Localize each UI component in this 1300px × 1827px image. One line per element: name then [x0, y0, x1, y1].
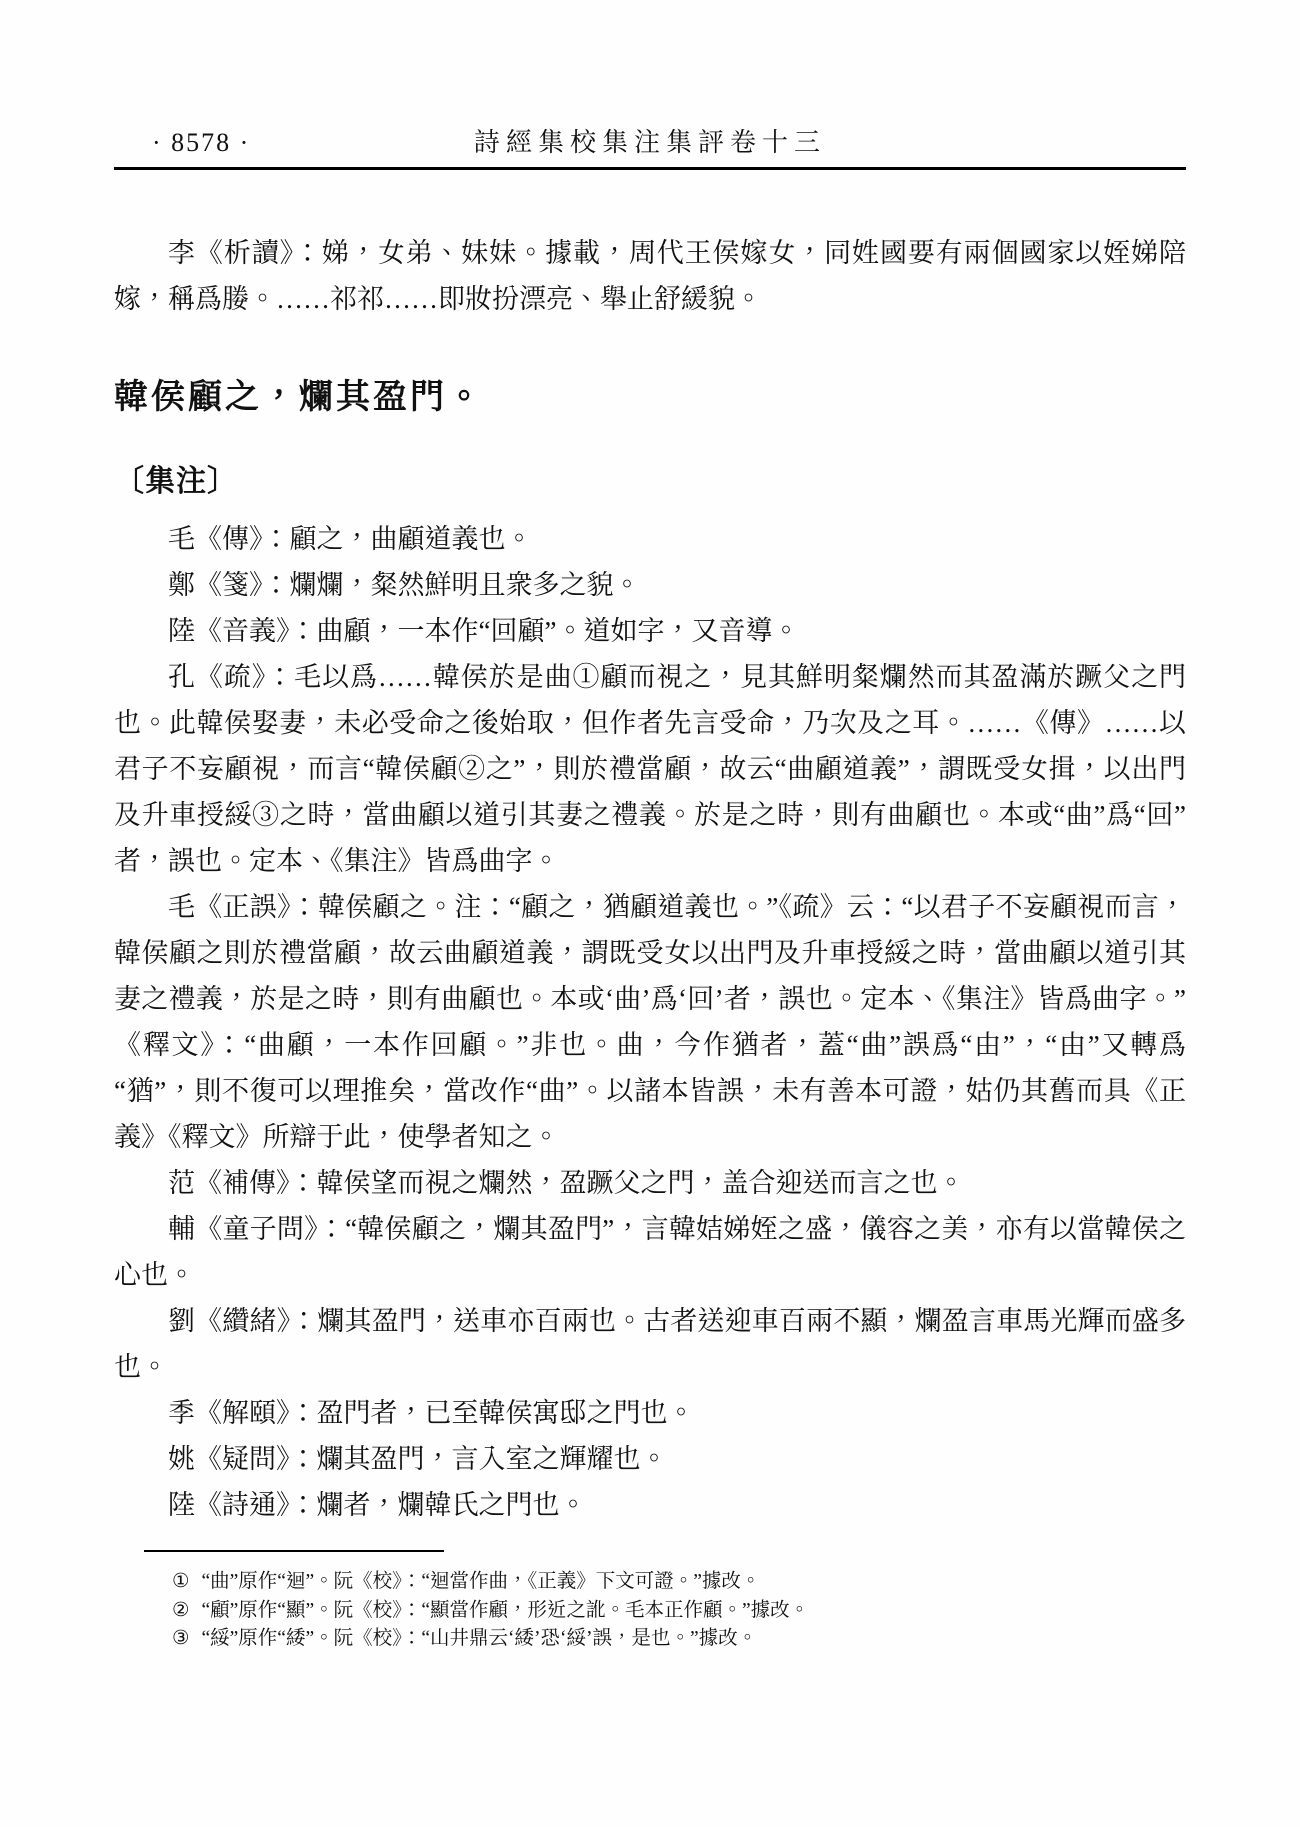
verse-heading: 韓侯顧之，爛其盈門。: [114, 379, 484, 416]
footnote-item: [172, 1568, 1186, 1597]
commentary-list: [114, 516, 1186, 1528]
footnote-marker: ②: [172, 1599, 190, 1621]
running-title: 詩經集校集注集評卷十三: [473, 128, 827, 157]
footnote-item: [172, 1597, 1186, 1626]
commentary-paragraph: 鄭《箋》：爛爛，粲然鮮明且衆多之貌。: [168, 570, 641, 600]
footnote-text: “顧”原作“顯”。阮《校》：“顯當作顧，形近之訛。毛本正作顧。”據改。: [201, 1599, 810, 1621]
footnote-divider: [144, 1550, 444, 1552]
commentary-paragraph: 劉《纘緒》：爛其盈門，送車亦百兩也。古者送迎車百兩不顯，爛盈言車馬光輝而盛多也。: [114, 1306, 1186, 1382]
commentary-paragraph: 孔《疏》：毛以爲……韓侯於是曲①顧而視之，見其鮮明粲爛然而其盈滿於蹶父之門也。此韓侯娶妻，未必受命之後始取，但作者先言受命，乃次及之耳。……《傳》……以君子不妄顧視，而言“韓侯顧②之”，則於禮當顧，故云“曲顧道義”，謂既受女揖，以出門及升車授綏③之時，當曲顧以道引其妻之禮義。於是之時，則有曲顧也。本或“曲”爲“回”者，誤也。定本、《集注》皆爲曲字。: [114, 662, 1186, 876]
footnote-marker: ③: [172, 1628, 190, 1649]
commentary-paragraph: 陸《詩通》：爛者，爛韓氏之門也。: [168, 1490, 587, 1520]
footnote-marker: ①: [172, 1571, 190, 1592]
footnote-text: “曲”原作“迴”。阮《校》：“迴當作曲，《正義》下文可證。”據改。: [201, 1571, 761, 1592]
footnote-item: [172, 1625, 1186, 1654]
running-header: [114, 0, 1186, 160]
footnote-text: “綏”原作“緌”。阮《校》：“山井鼎云‘緌’恐‘綏’誤，是也。”據改。: [201, 1628, 758, 1649]
footnote-list: [114, 1568, 1186, 1654]
section-label: 〔集注〕: [114, 465, 238, 498]
commentary-paragraph: 范《補傳》：韓侯望而視之爛然，盈蹶父之門，盖合迎送而言之也。: [168, 1168, 965, 1198]
header-rule: [114, 167, 1186, 170]
commentary-paragraph: 姚《疑問》：爛其盈門，言入室之輝耀也。: [168, 1444, 668, 1474]
commentary-paragraph: 陸《音義》：曲顧，一本作“回顧”。道如字，又音導。: [168, 616, 800, 646]
commentary-paragraph: 毛《傳》：顧之，曲顧道義也。: [168, 524, 533, 554]
commentary-paragraph: 輔《童子問》：“韓侯顧之，爛其盈門”，言韓姞娣姪之盛，儀容之美，亦有以當韓侯之心也。: [114, 1214, 1186, 1290]
intro-commentary-paragraph: 李《析讀》：娣，女弟、妹妹。據載，周代王侯嫁女，同姓國要有兩個國家以姪娣陪嫁，稱爲媵。……祁祁……即妝扮漂亮、舉止舒緩貌。: [114, 238, 1186, 314]
commentary-paragraph: 季《解頤》：盈門者，已至韓侯寓邸之門也。: [168, 1398, 695, 1428]
commentary-paragraph: 毛《正誤》：韓侯顧之。注：“顧之，猶顧道義也。”《疏》云：“以君子不妄顧視而言，韓侯顧之則於禮當顧，故云曲顧道義，謂既受女以出門及升車授綏之時，當曲顧以道引其妻之禮義，於是之時，則有曲顧也。本或‘曲’爲‘回’者，誤也。定本、《集注》皆爲曲字。”《釋文》：“曲顧，一本作回顧。”非也。曲，今作猶者，蓋“曲”誤爲“由”，“由”又轉爲“猶”，則不復可以理推矣，當改作“曲”。以諸本皆誤，未有善本可證，姑仍其舊而具《正義》《釋文》所辯于此，使學者知之。: [114, 892, 1186, 1152]
page-number: · 8578 ·: [152, 128, 251, 157]
